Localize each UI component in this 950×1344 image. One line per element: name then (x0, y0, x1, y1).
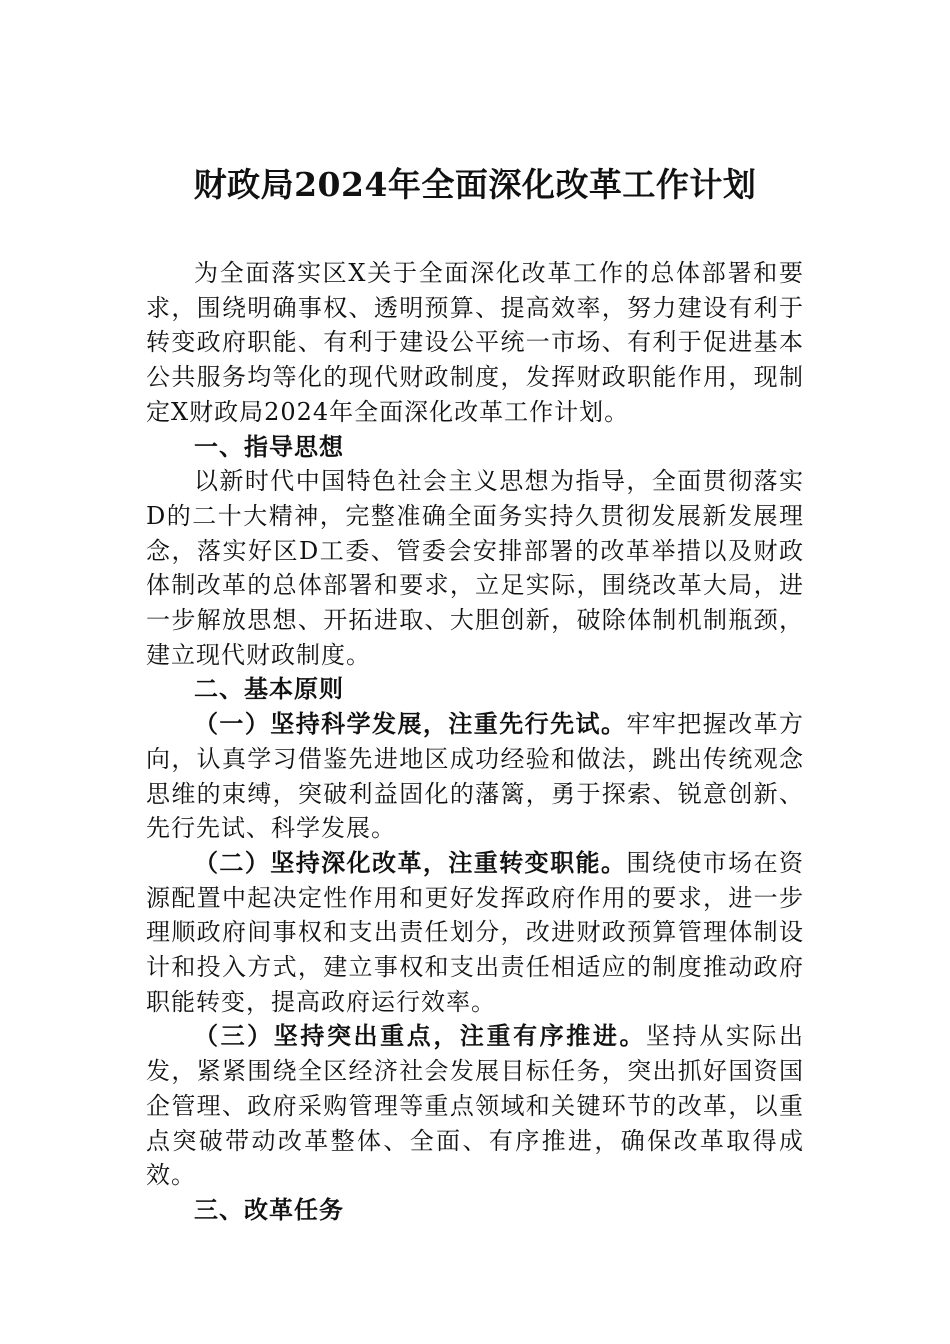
principle-item (146, 1019, 804, 1193)
principle-body: 牢牢把握改革方向，认真学习借鉴先进地区成功经验和做法，跳出传统观念思维的束缚，突破利益固化的藩篱，勇于探索、锐意创新、先行先试、科学发展。 (146, 710, 804, 843)
section-heading-guiding-ideology: 一、指导思想 (194, 432, 344, 461)
principle-item (146, 707, 804, 846)
section-heading-reform-tasks: 三、改革任务 (194, 1195, 344, 1224)
principle-lead: （一）坚持科学发展，注重先行先试。 (194, 709, 627, 739)
section-heading-basic-principles: 二、基本原则 (194, 675, 344, 704)
principle-item (146, 846, 804, 1020)
principle-lead: （三）坚持突出重点，注重有序推进。 (194, 1021, 647, 1051)
guiding-ideology-paragraph: 以新时代中国特色社会主义思想为指导，全面贯彻落实D的二十大精神，完整准确全面务实持久贯彻发展新发展理念，落实好区D工委、管委会安排部署的改革举措以及财政体制改革的总体部署和要求，立足实际，围绕改革大局，进一步解放思想、开拓进取、大胆创新，破除体制机制瓶颈，建立现代财政制度。 (146, 467, 804, 669)
principle-body: 围绕使市场在资源配置中起决定性作用和更好发挥政府作用的要求，进一步理顺政府间事权和支出责任划分，改进财政预算管理体制设计和投入方式，建立事权和支出责任相适应的制度推动政府职能转变，提高政府运行效率。 (146, 848, 804, 1016)
intro-paragraph: 为全面落实区X关于全面深化改革工作的总体部署和要求，围绕明确事权、透明预算、提高效率，努力建设有利于转变政府职能、有利于建设公平统一市场、有利于促进基本公共服务均等化的现代财政制度，发挥财政职能作用，现制定X财政局2024年全面深化改革工作计划。 (146, 259, 804, 426)
principle-lead: （二）坚持深化改革，注重转变职能。 (194, 847, 627, 877)
principle-body: 坚持从实际出发，紧紧围绕全区经济社会发展目标任务，突出抓好国资国企管理、政府采购管理等重点领域和关键环节的改革，以重点突破带动改革整体、全面、有序推进，确保改革取得成效。 (146, 1022, 805, 1190)
document-title: 财政局2024年全面深化改革工作计划 (193, 165, 757, 204)
